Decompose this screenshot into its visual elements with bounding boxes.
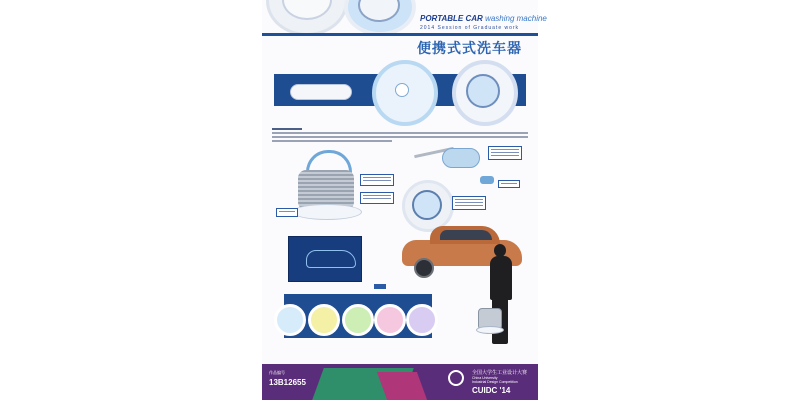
title-en-thin: washing machine xyxy=(485,14,547,23)
person-body xyxy=(490,256,512,300)
car-wheel-front xyxy=(414,258,434,278)
title-en-bold: PORTABLE CAR xyxy=(420,14,483,23)
usage-scene-car xyxy=(306,250,356,268)
competition-name-en xyxy=(472,376,518,384)
footer-label: 作品编号 xyxy=(269,370,285,375)
color-variant-yellow xyxy=(308,304,340,336)
person-bucket-base xyxy=(476,326,504,334)
product-side-view xyxy=(290,84,352,100)
poster-title-cn: 便携式式洗车器 xyxy=(417,40,522,56)
color-variant-light-blue xyxy=(274,304,306,336)
header-divider xyxy=(262,33,538,36)
description-text xyxy=(272,128,530,144)
color-variant-lavender xyxy=(406,304,438,336)
competition-name-en-line1: China University xyxy=(472,376,498,380)
competition-logo-icon xyxy=(448,370,464,386)
bucket-callout-1 xyxy=(360,174,394,186)
poster-subtitle-en: 2014 Session of Graduate work xyxy=(420,25,520,31)
product-front-view-vent xyxy=(466,74,500,108)
design-poster xyxy=(262,0,547,400)
entry-code: 13B12655 xyxy=(269,378,306,387)
nozzle-small-callout xyxy=(498,180,520,188)
bucket-base xyxy=(292,204,362,220)
vent-callout xyxy=(452,196,486,210)
nozzle-callout xyxy=(488,146,522,160)
nozzle-small-view xyxy=(480,176,494,184)
vent-detail-inner xyxy=(412,190,442,220)
product-top-view-center xyxy=(395,83,409,97)
poster-title-en xyxy=(420,14,547,23)
color-variant-pink xyxy=(374,304,406,336)
bucket-callout-3 xyxy=(276,208,298,217)
competition-logo-text: CUIDC '14 xyxy=(472,386,511,395)
competition-name-en-line2: Industrial Design Competition xyxy=(472,380,518,384)
nozzle-body xyxy=(442,148,480,168)
color-variants-label xyxy=(374,284,386,289)
color-variant-green xyxy=(342,304,374,336)
bucket-callout-2 xyxy=(360,192,394,204)
competition-name-cn: 全国大学生工业设计大赛 xyxy=(472,370,528,376)
car-window xyxy=(440,230,492,240)
